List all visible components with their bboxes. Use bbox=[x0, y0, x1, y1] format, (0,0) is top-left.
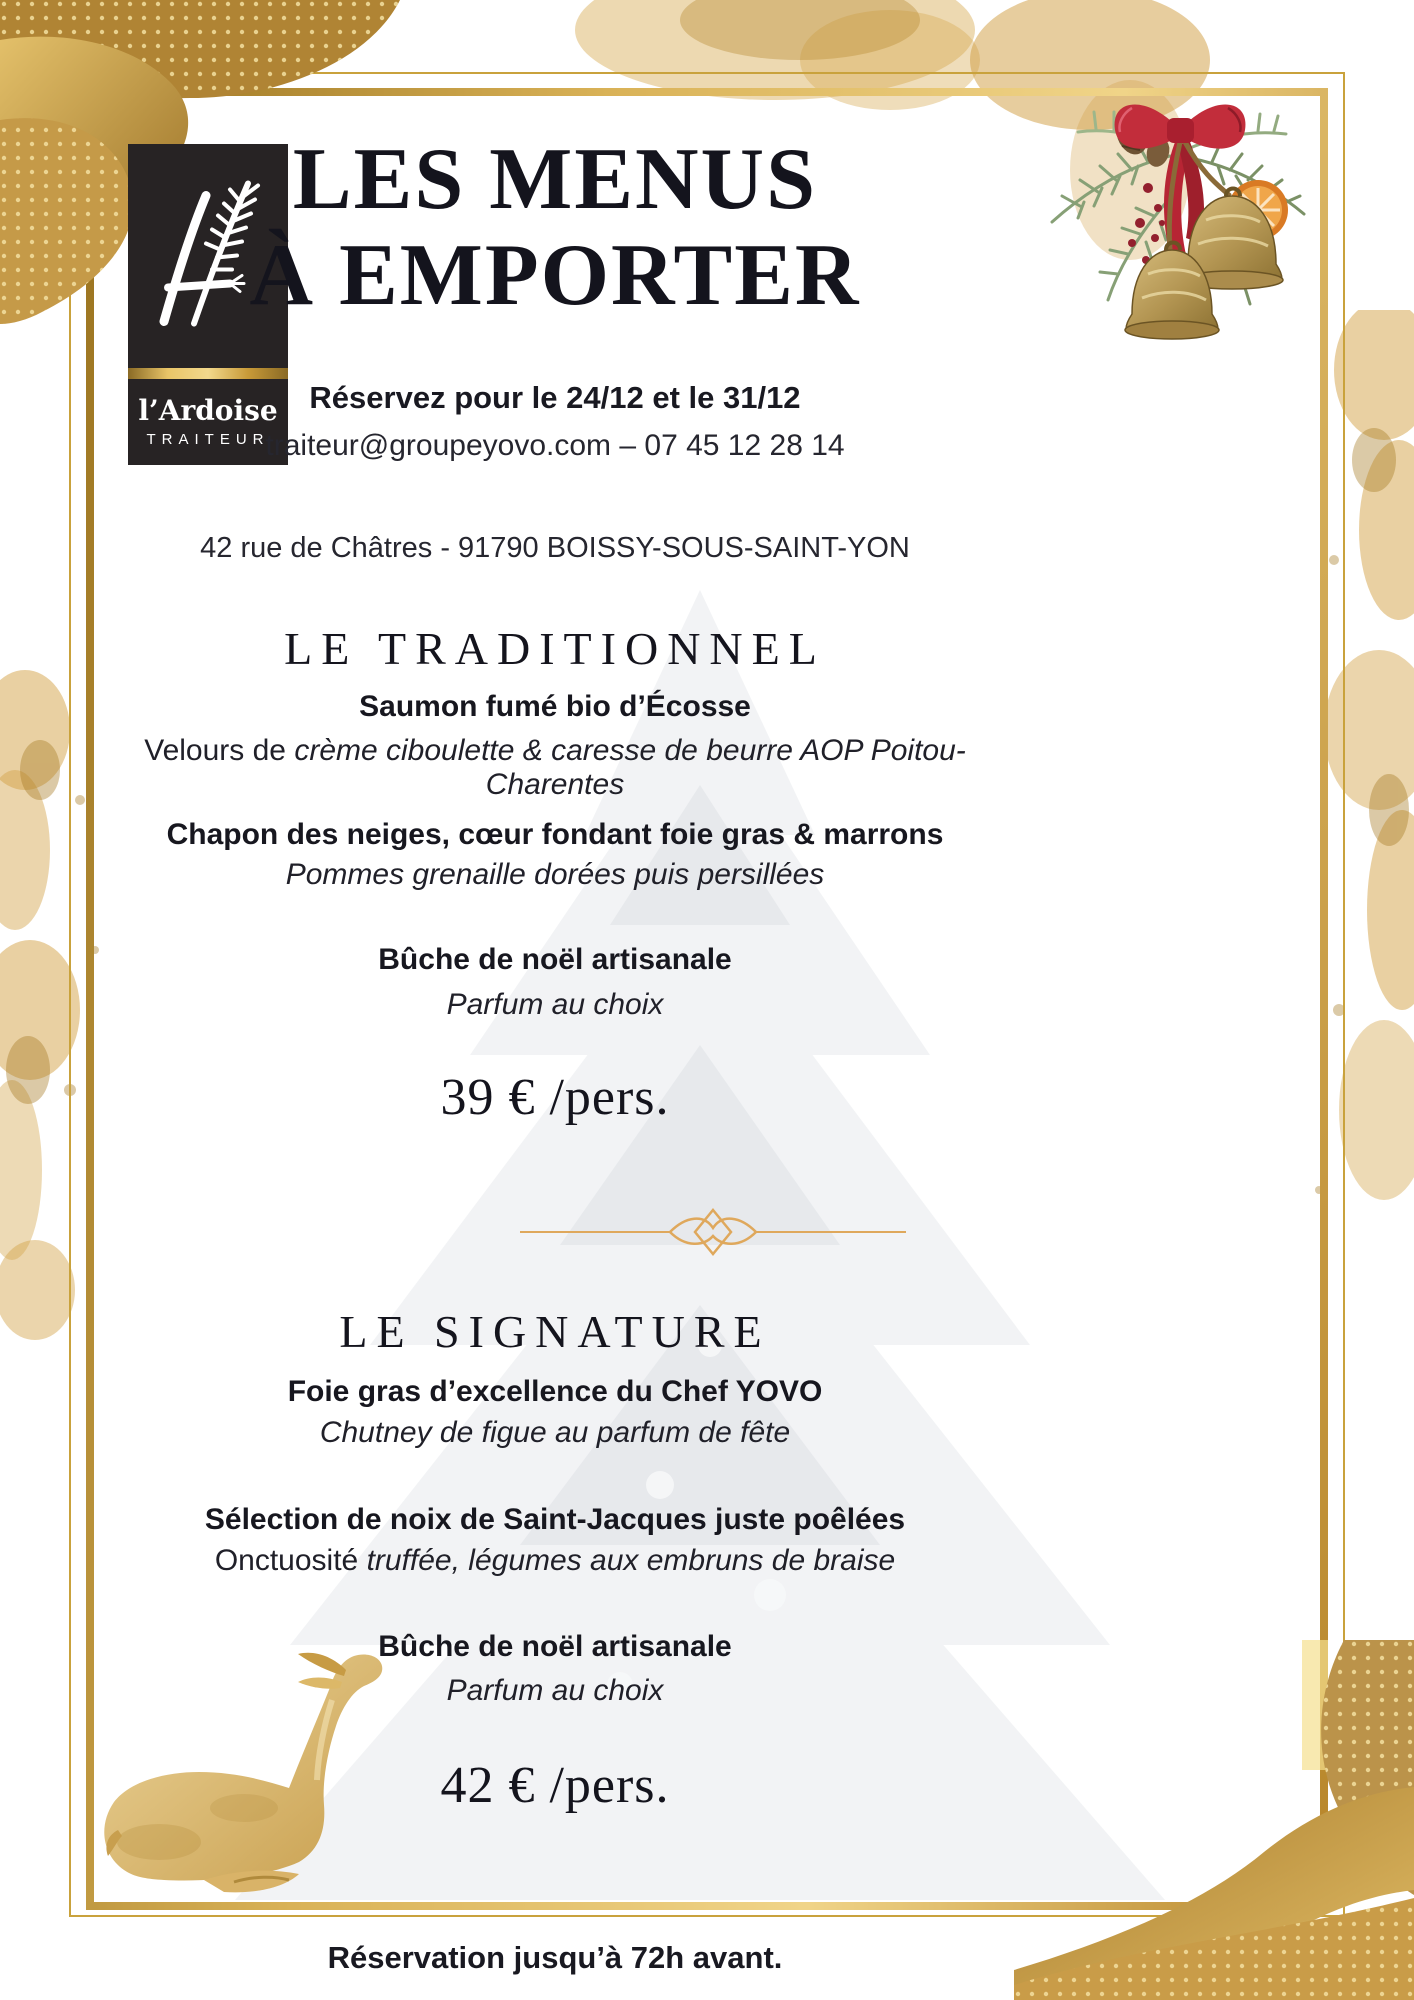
desc-italic: truffée, légumes aux embruns de braise bbox=[366, 1544, 896, 1577]
menu-1-item-2-title: Chapon des neiges, cœur fondant foie gras & marrons bbox=[166, 818, 944, 851]
address-line: 42 rue de Châtres - 91790 BOISSY-SOUS-SAINT-YON bbox=[200, 532, 910, 564]
page-title-line2: À EMPORTER bbox=[249, 227, 861, 324]
menu-2-title: LE SIGNATURE bbox=[339, 1306, 771, 1357]
reservation-dates-line: Réservez pour le 24/12 et le 31/12 bbox=[309, 380, 801, 415]
gold-bell-icon bbox=[1125, 189, 1283, 340]
desc-italic: crème ciboulette & caresse de beurre AOP Poitou-Charentes bbox=[294, 734, 966, 801]
gold-swirl-bottom-right bbox=[1014, 1640, 1414, 2000]
christmas-bells-decoration bbox=[1020, 38, 1320, 368]
menu-2-item-1-title: Foie gras d’excellence du Chef YOVO bbox=[287, 1375, 823, 1408]
footer-note: Réservation jusqu’à 72h avant. bbox=[327, 1940, 783, 1975]
menu-1-item-3-desc bbox=[80, 988, 1030, 1022]
menu-2-item-3-title: Bûche de noël artisanale bbox=[378, 1630, 732, 1663]
menu-2-price: 42 € /pers. bbox=[440, 1757, 670, 1814]
desc-italic: Parfum au choix bbox=[446, 1674, 664, 1707]
menu-1-price: 39 € /pers. bbox=[440, 1069, 670, 1126]
logo-name: l’Ardoise bbox=[138, 394, 278, 427]
menu-2-item-3-desc bbox=[80, 1674, 1030, 1708]
desc-regular: Onctuosité bbox=[214, 1544, 367, 1577]
menu-1-item-1-desc bbox=[80, 734, 1030, 802]
desc-italic: Parfum au choix bbox=[446, 988, 664, 1021]
desc-italic: Pommes grenaille dorées puis persillées bbox=[285, 858, 825, 891]
logo-gold-stripe bbox=[128, 368, 288, 379]
desc-regular: Velours de bbox=[144, 734, 295, 767]
menu-2-item-2-desc bbox=[80, 1544, 1030, 1578]
menu-1-item-3-title: Bûche de noël artisanale bbox=[378, 943, 732, 976]
contact-line: traiteur@groupeyovo.com – 07 45 12 28 14 bbox=[265, 429, 845, 462]
menu-2-item-2-title: Sélection de noix de Saint-Jacques juste poêlées bbox=[204, 1503, 906, 1536]
page-title-line1: LES MENUS bbox=[292, 131, 818, 228]
menu-1-item-2-desc bbox=[80, 858, 1030, 892]
menu-1-item-1-title: Saumon fumé bio d’Écosse bbox=[359, 690, 751, 723]
menu-1-title: LE TRADITIONNEL bbox=[284, 623, 826, 674]
menu-2-item-1-desc bbox=[80, 1416, 1030, 1450]
gold-divider-ornament-icon bbox=[518, 1200, 908, 1264]
desc-italic: Chutney de figue au parfum de fête bbox=[319, 1416, 791, 1449]
logo-subtitle: TRAITEUR bbox=[146, 431, 270, 448]
red-bow-icon bbox=[1115, 104, 1246, 148]
